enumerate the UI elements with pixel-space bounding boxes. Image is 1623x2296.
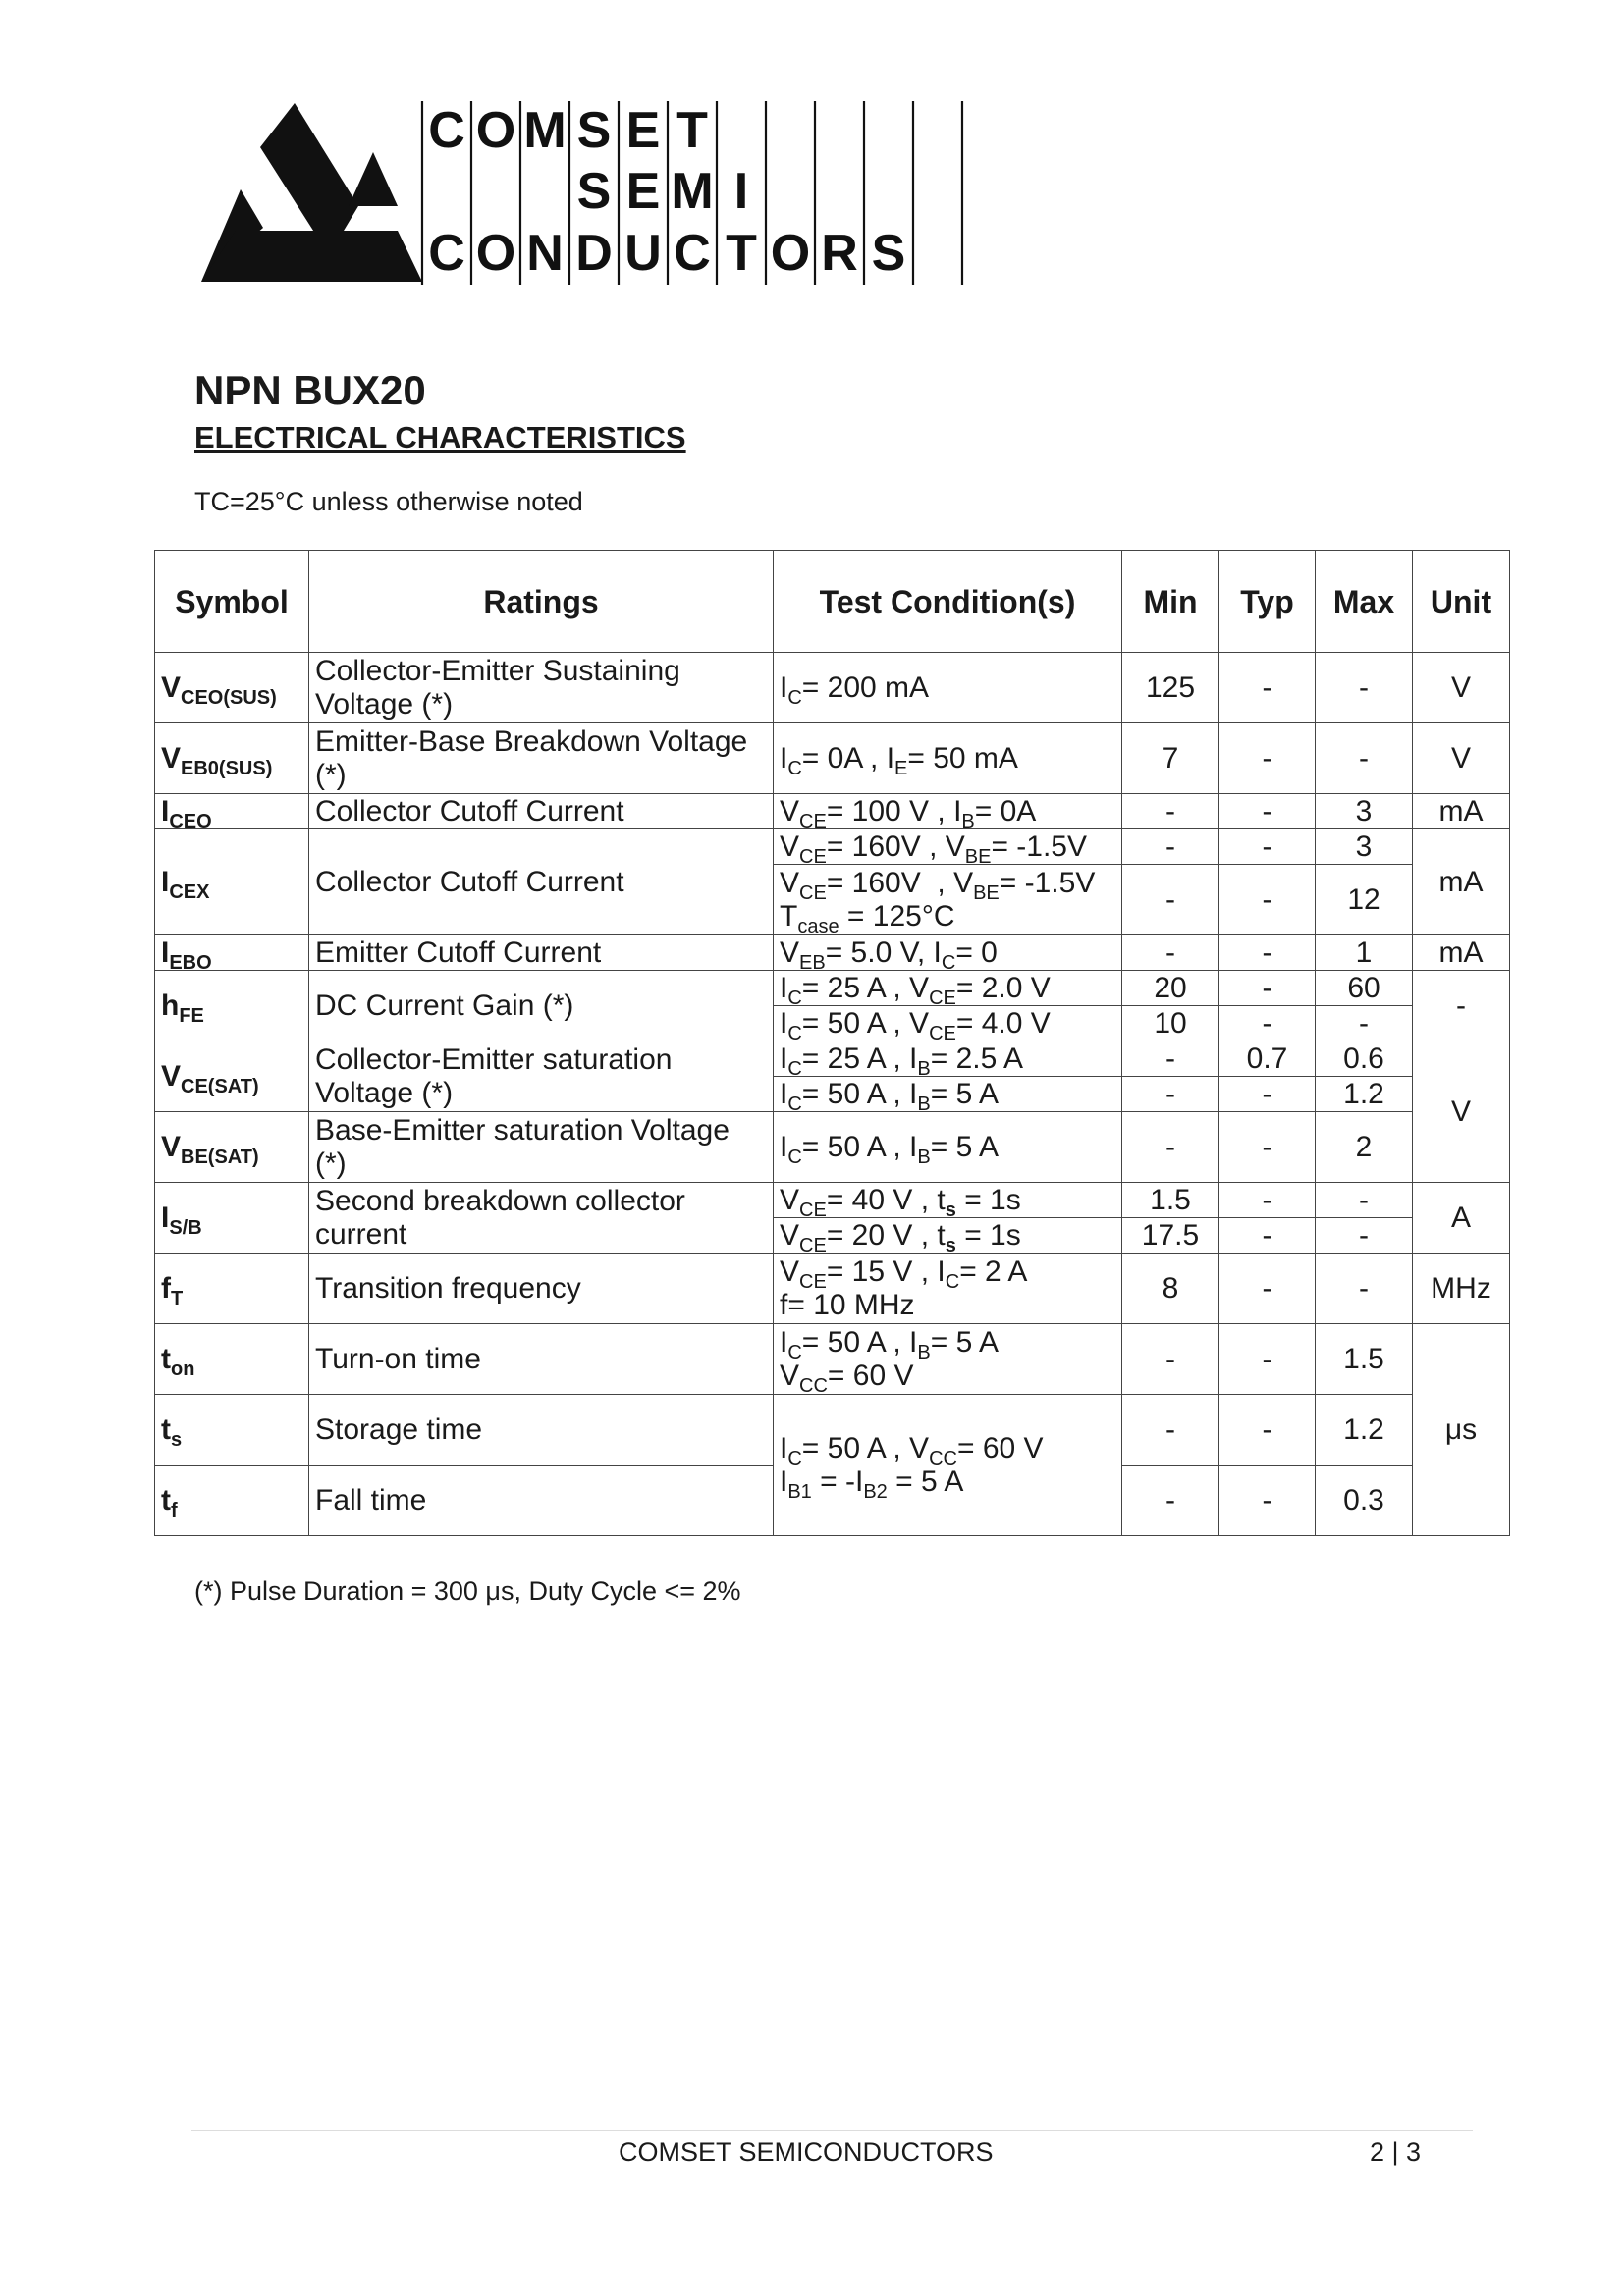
header-typ: Typ <box>1219 551 1316 653</box>
condition-cell: $I_C= 50$ A , $V_{CE}= 4.0$ V <box>774 1006 1122 1041</box>
condition-cell: $V_{CE}= 15$ V , $I_C= 2$ A f= 10 MHz <box>774 1254 1122 1324</box>
typ-cell: - <box>1219 653 1316 723</box>
typ-cell: - <box>1219 1006 1316 1041</box>
max-cell: 3 <box>1316 794 1413 829</box>
typ-cell: - <box>1219 1183 1316 1218</box>
typ-cell: - <box>1219 1112 1316 1183</box>
condition-cell: $I_C= 25$ A , $V_{CE}= 2.0$ V <box>774 971 1122 1006</box>
logo-letter: S <box>576 102 612 159</box>
symbol-cell: $t_{on}$ <box>155 1324 309 1395</box>
logo-letter: C <box>674 225 711 282</box>
logo-letter: T <box>676 102 708 159</box>
symbol-cell: $f_T$ <box>155 1254 309 1324</box>
page-title: NPN BUX20 <box>194 367 426 413</box>
max-cell: 0.3 <box>1316 1466 1413 1536</box>
typ-cell: - <box>1219 1466 1316 1536</box>
footer-divider <box>191 2130 1473 2131</box>
header-unit: Unit <box>1413 551 1510 653</box>
table-row <box>155 935 1510 971</box>
logo-letter: E <box>625 102 661 159</box>
rating-cell: Collector Cutoff Current <box>309 794 774 829</box>
logo-letter: S <box>576 163 612 220</box>
min-cell: 10 <box>1122 1006 1219 1041</box>
max-cell: 1 <box>1316 935 1413 971</box>
logo-letter: M <box>523 102 567 159</box>
condition-cell: $I_C= 50$ A , $I_B= 5$ A <box>774 1112 1122 1183</box>
table-header-row <box>155 551 1510 653</box>
max-cell: 60 <box>1316 971 1413 1006</box>
typ-cell: - <box>1219 723 1316 794</box>
table-row <box>155 1112 1510 1183</box>
min-cell: 1.5 <box>1122 1183 1219 1218</box>
symbol-cell: $h_{FE}$ <box>155 971 309 1041</box>
table-row <box>155 1041 1510 1077</box>
max-cell: 3 <box>1316 829 1413 865</box>
typ-cell: - <box>1219 1324 1316 1395</box>
table-row <box>155 971 1510 1006</box>
rating-cell: Collector-Emitter Sustaining Voltage (*) <box>309 653 774 723</box>
header-max: Max <box>1316 551 1413 653</box>
min-cell: - <box>1122 935 1219 971</box>
typ-cell: - <box>1219 1395 1316 1466</box>
rating-cell: Transition frequency <box>309 1254 774 1324</box>
min-cell: - <box>1122 865 1219 935</box>
table-row <box>155 653 1510 723</box>
rating-cell: DC Current Gain (*) <box>309 971 774 1041</box>
min-cell: - <box>1122 1324 1219 1395</box>
symbol-cell: $I_{CEO}$ <box>155 794 309 829</box>
min-cell: - <box>1122 1395 1219 1466</box>
typ-cell: - <box>1219 971 1316 1006</box>
condition-cell: $I_C= 200$ mA <box>774 653 1122 723</box>
rating-cell: Storage time <box>309 1395 774 1466</box>
section-heading: ELECTRICAL CHARACTERISTICS <box>194 420 686 454</box>
max-cell: 0.6 <box>1316 1041 1413 1077</box>
table-row <box>155 723 1510 794</box>
company-logo <box>201 93 987 290</box>
rating-cell: Emitter-Base Breakdown Voltage (*) <box>309 723 774 794</box>
logo-letter: C <box>428 225 465 282</box>
max-cell: - <box>1316 653 1413 723</box>
min-cell: 8 <box>1122 1254 1219 1324</box>
logo-letter: S <box>871 225 906 282</box>
unit-cell: mA <box>1413 829 1510 935</box>
typ-cell: - <box>1219 865 1316 935</box>
unit-cell: - <box>1413 971 1510 1041</box>
logo-triangle-mark <box>201 103 422 282</box>
unit-cell: mA <box>1413 794 1510 829</box>
max-cell: - <box>1316 723 1413 794</box>
footer-company: COMSET SEMICONDUCTORS <box>619 2137 994 2166</box>
symbol-cell: $V_{BE(SAT)}$ <box>155 1112 309 1183</box>
min-cell: 7 <box>1122 723 1219 794</box>
condition-cell: $I_C= 50$ A , $V_{CC}= 60$ V $I_{B1} = -I_{B2} = 5$ A <box>774 1395 1122 1536</box>
table-row <box>155 1183 1510 1218</box>
rating-cell: Fall time <box>309 1466 774 1536</box>
symbol-cell: $V_{CEO(SUS)}$ <box>155 653 309 723</box>
max-cell: 2 <box>1316 1112 1413 1183</box>
unit-cell: MHz <box>1413 1254 1510 1324</box>
symbol-cell: $V_{CE(SAT)}$ <box>155 1041 309 1112</box>
min-cell: 17.5 <box>1122 1218 1219 1254</box>
typ-cell: - <box>1219 829 1316 865</box>
condition-note: TC=25°C unless otherwise noted <box>194 487 583 516</box>
table-row <box>155 1324 1510 1395</box>
symbol-cell: $I_{S/B}$ <box>155 1183 309 1254</box>
symbol-cell: $I_{CEX}$ <box>155 829 309 935</box>
logo-letter: R <box>821 225 858 282</box>
rating-cell: Emitter Cutoff Current <box>309 935 774 971</box>
max-cell: 1.2 <box>1316 1077 1413 1112</box>
typ-cell: - <box>1219 794 1316 829</box>
condition-cell: $V_{CE}= 40$ V , $t_s = 1s$ <box>774 1183 1122 1218</box>
typ-cell: - <box>1219 935 1316 971</box>
rating-cell: Collector-Emitter saturation Voltage (*) <box>309 1041 774 1112</box>
logo-letter: I <box>733 163 749 220</box>
header-symbol: Symbol <box>155 551 309 653</box>
min-cell: - <box>1122 1077 1219 1112</box>
logo-letter: O <box>475 102 516 159</box>
min-cell: 20 <box>1122 971 1219 1006</box>
condition-cell: $V_{CE}= 160V$ , $V_{BE}= -1.5V$ <box>774 829 1122 865</box>
condition-cell: $I_C= 0A$ , $I_E= 50$ mA <box>774 723 1122 794</box>
min-cell: - <box>1122 1112 1219 1183</box>
unit-cell: mA <box>1413 935 1510 971</box>
table-row <box>155 1254 1510 1324</box>
rating-cell: Collector Cutoff Current <box>309 829 774 935</box>
min-cell: - <box>1122 1041 1219 1077</box>
table-row <box>155 1395 1510 1466</box>
rating-cell: Second breakdown collector current <box>309 1183 774 1254</box>
unit-cell: A <box>1413 1183 1510 1254</box>
electrical-characteristics-table <box>154 550 1509 1551</box>
logo-letter: O <box>475 225 516 282</box>
header-ratings: Ratings <box>309 551 774 653</box>
symbol-cell: $V_{EB0(SUS)}$ <box>155 723 309 794</box>
condition-cell: $I_C= 50$ A , $I_B= 5$ A <box>774 1077 1122 1112</box>
table-row <box>155 794 1510 829</box>
page-number: 2 | 3 <box>1370 2137 1422 2166</box>
logo-letter: N <box>526 225 564 282</box>
logo-letter: C <box>428 102 465 159</box>
max-cell: 1.2 <box>1316 1395 1413 1466</box>
max-cell: - <box>1316 1254 1413 1324</box>
footnote: (*) Pulse Duration = 300 μs, Duty Cycle <= 2% <box>194 1576 741 1606</box>
condition-cell: $V_{CE}= 160V$ , $V_{BE}= -1.5V$ $T_{case} = 125^\circ C$ <box>774 865 1122 935</box>
min-cell: - <box>1122 829 1219 865</box>
condition-cell: $V_{EB}= 5.0$ V, $I_C= 0$ <box>774 935 1122 971</box>
max-cell: - <box>1316 1006 1413 1041</box>
condition-cell: $V_{CE}= 100$ V , $I_B= 0A$ <box>774 794 1122 829</box>
rating-cell: Turn-on time <box>309 1324 774 1395</box>
condition-cell: $I_C= 50$ A , $I_B= 5$ A $V_{CC}= 60$ V <box>774 1324 1122 1395</box>
typ-cell: - <box>1219 1218 1316 1254</box>
symbol-cell: $t_s$ <box>155 1395 309 1466</box>
condition-cell: $V_{CE}= 20$ V , $t_s = 1s$ <box>774 1218 1122 1254</box>
symbol-cell: $I_{EBO}$ <box>155 935 309 971</box>
table-row <box>155 829 1510 865</box>
logo-letter: U <box>624 225 662 282</box>
logo-letter: E <box>625 163 661 220</box>
typ-cell: - <box>1219 1077 1316 1112</box>
max-cell: 1.5 <box>1316 1324 1413 1395</box>
header-min: Min <box>1122 551 1219 653</box>
min-cell: 125 <box>1122 653 1219 723</box>
logo-letter: D <box>575 225 613 282</box>
max-cell: 12 <box>1316 865 1413 935</box>
min-cell: - <box>1122 1466 1219 1536</box>
symbol-cell: $t_f$ <box>155 1466 309 1536</box>
typ-cell: - <box>1219 1254 1316 1324</box>
unit-cell: V <box>1413 1041 1510 1183</box>
rating-cell: Base-Emitter saturation Voltage (*) <box>309 1112 774 1183</box>
typ-cell: 0.7 <box>1219 1041 1316 1077</box>
logo-letter: O <box>770 225 811 282</box>
unit-cell: V <box>1413 653 1510 723</box>
max-cell: - <box>1316 1218 1413 1254</box>
unit-cell: V <box>1413 723 1510 794</box>
header-test-conditions: Test Condition(s) <box>774 551 1122 653</box>
max-cell: - <box>1316 1183 1413 1218</box>
min-cell: - <box>1122 794 1219 829</box>
logo-letter: M <box>671 163 714 220</box>
condition-cell: $I_C= 25$ A , $I_B= 2.5$ A <box>774 1041 1122 1077</box>
unit-cell: μs <box>1413 1324 1510 1536</box>
logo-letter: T <box>726 225 757 282</box>
